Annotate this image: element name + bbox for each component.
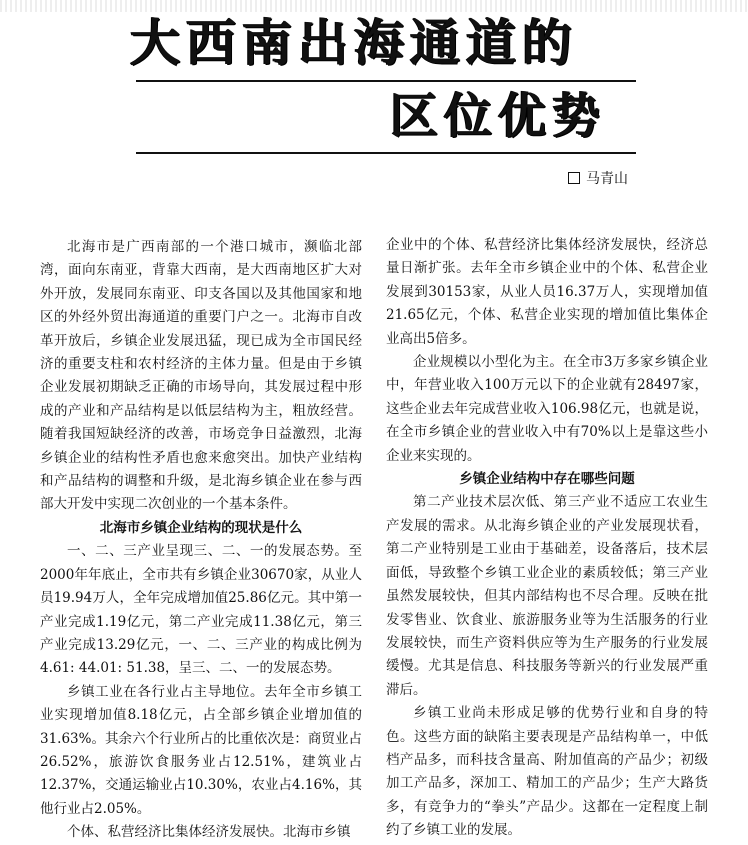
right-column [386, 234, 708, 843]
author-byline [568, 170, 628, 188]
paragraph: 一、二、三产业呈现三、二、一的发展态势。至2000年年底止，全市共有乡镇企业30670家，从业人员19.94万人，全年完成增加值25.86亿元。其中第一产业完成1.19亿元，第二产业完成11.38亿元，第三产业完成13.29亿元，一、二、三产业的构成比例为4.61: 44.01: 51.38，呈三、二、一的发展态势。 [40, 543, 362, 677]
paragraph: 个体、私营经济比集体经济发展快。北海市乡镇 [67, 824, 351, 841]
paragraph: 北海市是广西南部的一个港口城市，濒临北部湾，面向东南亚，背靠大西南，是大西南地区扩大对外开放，发展同东南亚、印支各国以及其他国家和地区的外经外贸出海通道的重要门户之一。北海市自改革开放后，乡镇企业发展迅猛，现已成为全市国民经济的重要支柱和农村经济的主体力量。但是由于乡镇企业发展初期缺乏正确的市场导向，其发展过程中形成的产业和产品结构是以低层结构为主，粗放经营。随着我国短缺经济的改善，市场竞争日益激烈，北海乡镇企业的结构性矛盾也愈来愈突出。加快产业结构和产品结构的调整和升级，是北海乡镇企业在参与西部大开发中实现二次创业的一个基本条件。 [40, 239, 362, 513]
paragraph: 企业规模以小型化为主。在全市3万多家乡镇企业中，年营业收入100万元以下的企业就有28497家，这些企业去年完成营业收入106.98亿元，也就是说，在全市乡镇企业的营业收入中有70%以上是靠这些小企业来实现的。 [386, 354, 708, 464]
paragraph: 乡镇工业在各行业占主导地位。去年全市乡镇工业实现增加值8.18亿元，占全部乡镇企业增加值的31.63%。其余六个行业所占的比重依次是：商贸业占26.52%，旅游饮食服务业占12.51%，建筑业占12.37%，交通运输业占10.30%，农业占4.16%，其他行业占2.05%。 [40, 683, 362, 817]
square-bullet-icon [568, 172, 580, 184]
author-name: 马青山 [586, 171, 628, 187]
section-heading: 北海市乡镇企业结构的现状是什么 [99, 519, 303, 536]
paragraph-continued: 企业中的个体、私营经济比集体经济发展快，经济总量日渐扩张。去年全市乡镇企业中的个体、私营企业发展到30153家，从业人员16.37万人，实现增加值21.65亿元，个体、私营企业实现的增加值比集体企业高出5倍多。 [386, 237, 708, 347]
article-title-line2: 区位优势 [390, 88, 607, 144]
paragraph: 第二产业技术层次低、第三产业不适应工农业生产发展的需求。从北海乡镇企业的产业发展现状看，第二产业特别是工业由于基础差，设备落后，技术层面低，导致整个乡镇工业企业的素质较低；第三产业虽然发展较快，但其内部结构也不尽合理。反映在批发零售业、饮食业、旅游服务业等为生活服务的行业发展较快，而生产资料供应等为生产服务的行业发展缓慢。尤其是信息、科技服务等新兴的行业发展严重滞后。 [386, 494, 708, 698]
scan-noise [0, 0, 748, 12]
section-heading: 乡镇企业结构中存在哪些问题 [459, 471, 635, 488]
paragraph: 乡镇工业尚未形成足够的优势行业和自身的特色。这些方面的缺陷主要表现是产品结构单一，中低档产品多，而科技含量高、附加值高的产品少；初级加工产品多，深加工、精加工的产品少；生产大路货多，有竞争力的“拳头”产品少。这都在一定程度上制约了乡镇工业的发展。 [386, 705, 708, 839]
article-title-line1: 大西南出海通道的 [130, 14, 578, 72]
left-column [40, 236, 362, 845]
title-divider-bottom [136, 152, 636, 154]
title-divider-top [136, 80, 636, 82]
